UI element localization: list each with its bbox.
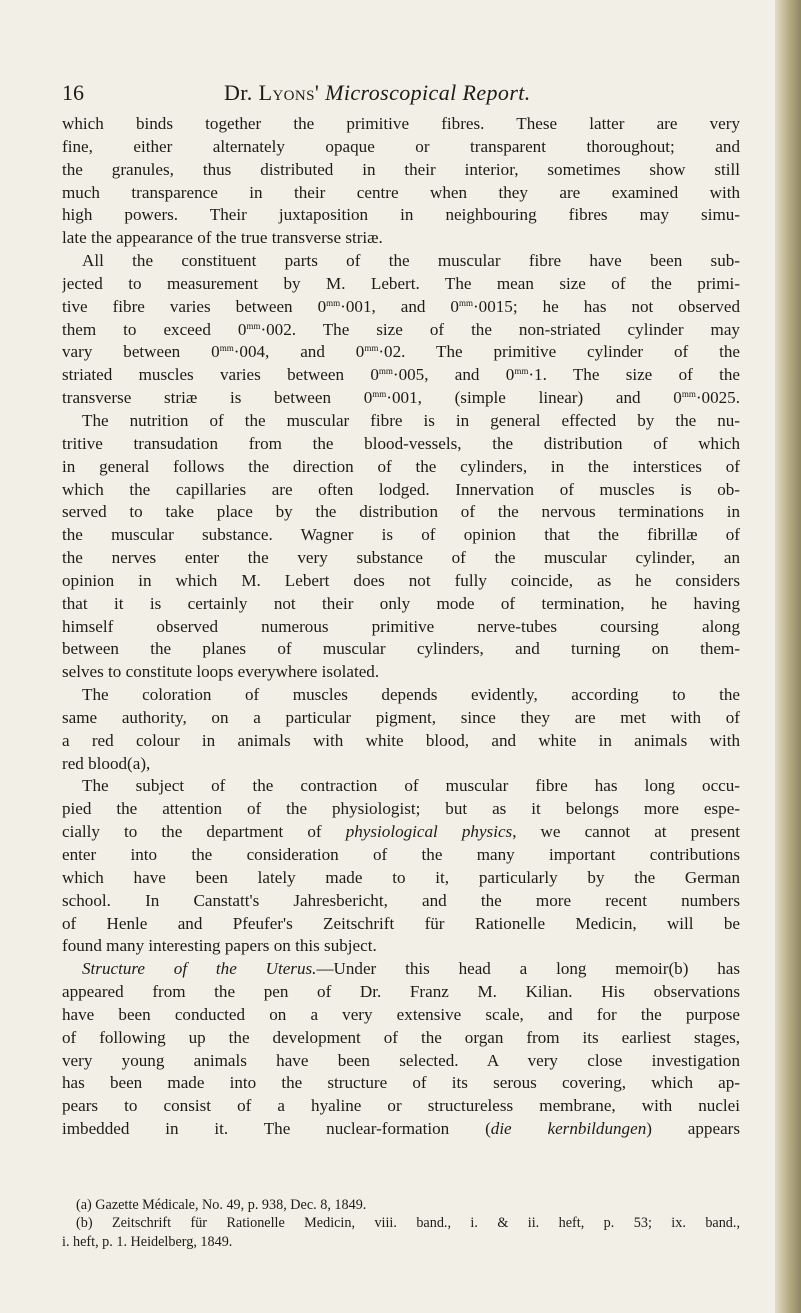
text-line: the nerves enter the very substance of the muscular cylinder, an: [62, 548, 740, 568]
text-line: himself observed numerous primitive nerve-tubes coursing along: [62, 616, 740, 636]
text-line: The coloration of muscles depends evidently, according to the: [82, 685, 740, 705]
text-line: late the appearance of the true transverse striæ.: [62, 228, 383, 248]
author-name: Lyons: [258, 80, 315, 105]
text-line: of Henle and Pfeufer's Zeitschrift für Rationelle Medicin, will be: [62, 913, 740, 933]
text-line: high powers. Their juxtaposition in neighbouring fibres may simu-: [62, 205, 740, 225]
text-line: The nutrition of the muscular fibre is in general effected by the nu-: [82, 410, 740, 430]
running-header: [62, 80, 742, 110]
text-line: between the planes of muscular cylinders, and turning on them-: [62, 639, 740, 659]
text-line: tive fibre varies between $0^{mm}\cdot 001$, and $0^{mm}\cdot 0015$; he has not observed: [62, 296, 740, 316]
text-line: a red colour in animals with white blood, and white in animals with: [62, 730, 740, 750]
author-suffix: ': [314, 80, 326, 105]
text-line: same authority, on a particular pigment, since they are met with of: [62, 707, 740, 727]
text-line: opinion in which M. Lebert does not fully coincide, as he considers: [62, 570, 740, 590]
footnote-a: (a) Gazette Médicale, No. 49, p. 938, Dec. 8, 1849.: [76, 1197, 367, 1213]
author-prefix: Dr.: [224, 80, 259, 105]
text-line: striated muscles varies between $0^{mm}\cdot 005$, and $0^{mm}\cdot 1$. The size of the: [62, 365, 740, 385]
text-line: served to take place by the distribution of the nervous terminations in: [62, 502, 740, 522]
text-line: which have been lately made to it, particularly by the German: [62, 867, 740, 887]
text-line: pears to consist of a hyaline or structureless membrane, with nuclei: [62, 1096, 740, 1116]
text-line: very young animals have been selected. A very close investigation: [62, 1050, 740, 1070]
text-line: appeared from the pen of Dr. Franz M. Kilian. His observations: [62, 982, 740, 1002]
text-line: much transparence in their centre when they are examined with: [62, 182, 740, 202]
text-line: that it is certainly not their only mode of termination, he having: [62, 593, 740, 613]
text-line: tritive transudation from the blood-vessels, the distribution of which: [62, 433, 740, 453]
text-line: which binds together the primitive fibres. These latter are very: [62, 114, 740, 133]
text-line: them to exceed $0^{mm}\cdot 002$. The size of the non-striated cylinder may: [62, 319, 740, 339]
text-line: selves to constitute loops everywhere isolated.: [62, 662, 380, 682]
text-line: which the capillaries are often lodged. Innervation of muscles is ob-: [62, 479, 740, 499]
text-line: the granules, thus distributed in their interior, sometimes show still: [62, 159, 740, 179]
report-title: Microscopical Report.: [325, 80, 531, 105]
body-text: [62, 113, 740, 1141]
text-line: of following up the development of the organ from its earliest stages,: [62, 1027, 740, 1047]
text-line: enter into the consideration of the many important contributions: [62, 845, 740, 864]
text-line: found many interesting papers on this subject.: [62, 936, 377, 956]
text-line: the muscular substance. Wagner is of opinion that the fibrillæ of: [62, 525, 740, 545]
page-edge: [775, 0, 801, 1313]
footnotes: [62, 1196, 740, 1251]
text-line: imbedded in it. The nuclear-formation (die kernbildungen) appears: [62, 1119, 740, 1139]
text-line: jected to measurement by M. Lebert. The mean size of the primi-: [62, 273, 740, 293]
page-number: 16: [62, 80, 84, 105]
text-line: The subject of the contraction of muscular fibre has long occu-: [82, 776, 740, 796]
running-title: [224, 80, 531, 106]
text-line: All the constituent parts of the muscular fibre have been sub-: [82, 251, 740, 271]
text-line: fine, either alternately opaque or transparent thoroughout; and: [62, 136, 740, 156]
text-line: school. In Canstatt's Jahresbericht, and the more recent numbers: [62, 890, 740, 910]
text-line: vary between $0^{mm}\cdot 004$, and $0^{mm}\cdot 02$. The primitive cylinder of the: [62, 342, 740, 362]
text-line: cially to the department of physiological physics, we cannot at present: [62, 822, 740, 842]
text-line: red blood(a),: [62, 753, 151, 773]
text-line: Structure of the Uterus.—Under this head a long memoir(b) has: [82, 959, 740, 979]
text-line: in general follows the direction of the cylinders, in the interstices of: [62, 456, 740, 476]
text-line: transverse striæ is between $0^{mm}\cdot 001$, (simple linear) and $0^{mm}\cdot 0025$.: [62, 388, 740, 408]
text-line: has been made into the structure of its serous covering, which ap-: [62, 1073, 740, 1093]
footnote-b-continued: i. heft, p. 1. Heidelberg, 1849.: [62, 1233, 233, 1250]
text-line: pied the attention of the physiologist; but as it belongs more espe-: [62, 799, 740, 819]
footnote-b: (b) Zeitschrift für Rationelle Medicin, viii. band., i. & ii. heft, p. 53; ix. band.,: [76, 1215, 740, 1232]
text-line: have been conducted on a very extensive scale, and for the purpose: [62, 1004, 740, 1024]
